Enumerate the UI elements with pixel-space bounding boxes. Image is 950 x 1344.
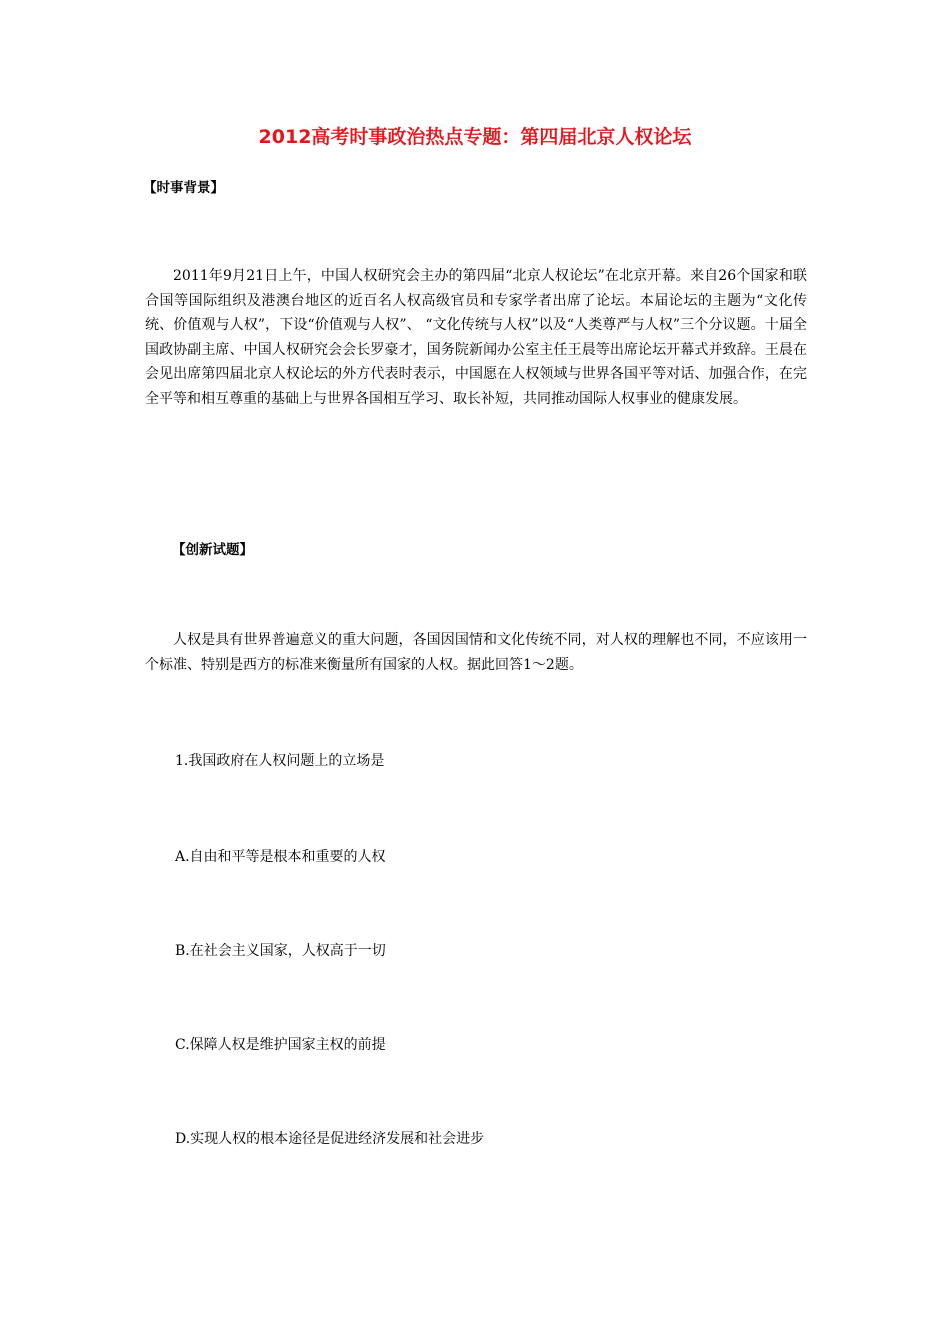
option-b: B.在社会主义国家，人权高于一切 bbox=[175, 943, 386, 959]
option-a: A.自由和平等是根本和重要的人权 bbox=[175, 849, 386, 865]
question-intro-paragraph: 人权是具有世界普遍意义的重大问题，各国因国情和文化传统不同，对人权的理解也不同，不应该用一个标准、特别是西方的标准来衡量所有国家的人权。据此回答1～2题。 bbox=[145, 632, 807, 673]
document-title: 2012高考时事政治热点专题：第四届北京人权论坛 bbox=[258, 126, 692, 148]
background-paragraph: 2011年9月21日上午，中国人权研究会主办的第四届“北京人权论坛”在北京开幕。来自26个国家和联合国等国际组织及港澳台地区的近百名人权高级官员和专家学者出席了论坛。本届论坛的主题为“文化传统、价值观与人权”，下设“价值观与人权”、 “文化传统与人权”以及“人类尊严与人权”三个分议题。十届全国政协副主席、中国人权研究会会长罗豪才，国务院新闻办公室主任王晨等出席论坛开幕式并致辞。王晨在会见出席第四届北京人权论坛的外方代表时表示，中国愿在人权领域与世界各国平等对话、加强合作，在完全平等和相互尊重的基础上与世界各国相互学习、取长补短，共同推动国际人权事业的健康发展。 bbox=[145, 268, 807, 407]
questions-heading: 【创新试题】 bbox=[172, 542, 253, 558]
background-heading: 【时事背景】 bbox=[143, 180, 224, 196]
option-c: C.保障人权是维护国家主权的前提 bbox=[175, 1037, 386, 1053]
option-d: D.实现人权的根本途径是促进经济发展和社会进步 bbox=[175, 1131, 485, 1147]
question-1-stem: 1.我国政府在人权问题上的立场是 bbox=[175, 753, 385, 769]
